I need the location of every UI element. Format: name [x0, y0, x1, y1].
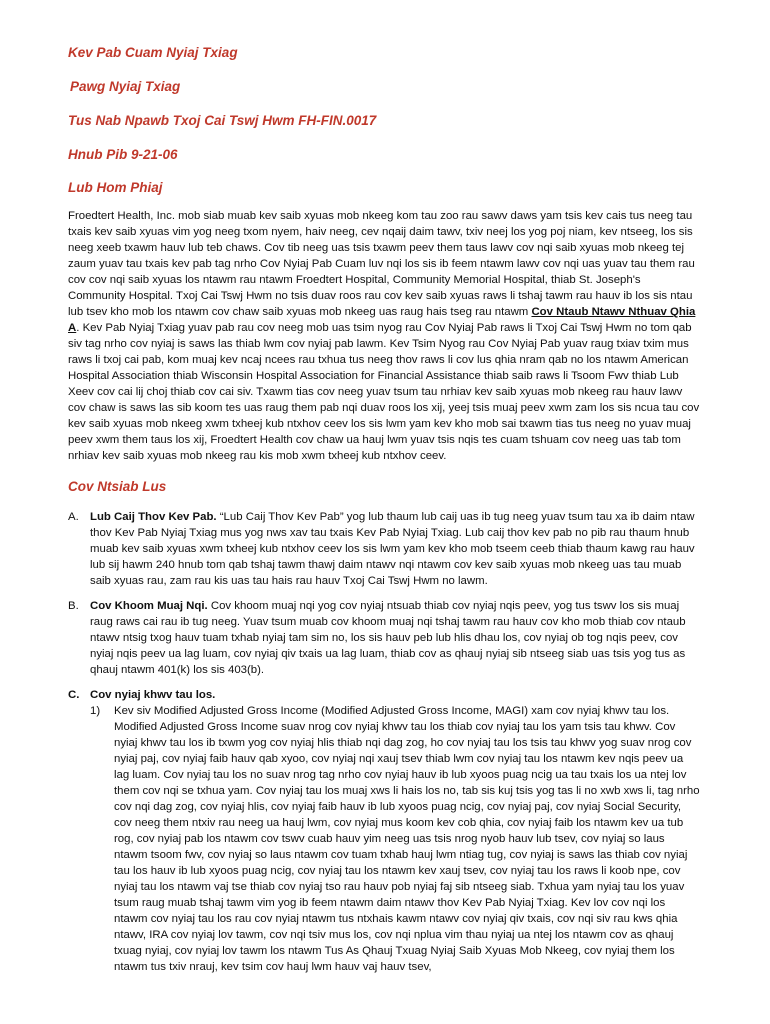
- definition-subitem-1: [90, 703, 700, 975]
- definition-item-c: [68, 687, 700, 703]
- document-title: Kev Pab Cuam Nyiaj Txiag: [68, 45, 238, 60]
- item-term: Lub Caij Thov Kev Pab.: [90, 511, 217, 523]
- purpose-heading: Lub Hom Phiaj: [68, 180, 163, 195]
- subitem-marker: 1): [90, 705, 101, 717]
- purpose-paragraph: [68, 208, 700, 464]
- document-subtitle: Pawg Nyiaj Txiag: [70, 79, 181, 94]
- item-marker: C.: [68, 689, 80, 701]
- policy-number: Tus Nab Npawb Txoj Cai Tswj Hwm FH-FIN.0017: [68, 113, 377, 128]
- item-body: [90, 509, 700, 589]
- item-marker: B.: [68, 600, 79, 612]
- exhibit-a-link[interactable]: Cov Ntaub Ntawv Nthuav Qhia A: [68, 306, 696, 334]
- definitions-heading: Cov Ntsiab Lus: [68, 479, 167, 494]
- purpose-text-end: . Kev Pab Nyiaj Txiag yuav pab rau cov neeg mob uas tsim nyog rau Cov Nyiaj Pab raws li Txoj Cai Tswj Hwm no tom qab siv tag nrho cov nyiaj is saws las thiab lwm cov nyiaj pab lawm. Kev Tsim Nyog rau Cov Nyiaj Pab yuav raug txiav txim mus raws li txoj cai pab, kom muaj kev ncaj ncees rau txhua tus neeg thov raws li cov lus qhia nram qab no los ntawm American Hospital Association thiab Wisconsin Hospital Association for Financial Assistance thiab saib raws li Tsoom Fwv thiab Lub Xeev cov cai lij choj thiab cov cai siv. Txawm tias cov neeg yuav tsum tau nrhiav kev saib xyuas mob nkeeg rau hauv lawv cov chaw is saws las sib koom tes uas raug them pab nqi duav roos los xij, yeej tsis muaj peev xwm zam los sis ncua tau cov kev saib xyuas mob nkeeg xwm txheej kub ntxhov ceev los sis lwm yam kev kho mob sai txawm tias tus neeg no yuav muaj peev xwm them taus los xij, Froedtert Health cov chaw ua hauj lwm yuav tsis nqis tes cuam tshuam cov neeg uas tab tom nrhiav kev saib xyuas mob nkeeg rau kis mob xwm txheej kub ntxhov ceev.: [68, 322, 700, 462]
- document-page: [68, 44, 700, 975]
- item-text: “Lub Caij Thov Kev Pab” yog lub thaum lub caij uas ib tug neeg yuav tsum tau xa ib daim ntaw thov Kev Pab Nyiaj Txiag mus yog nws xav tau txais Kev Pab Nyiaj Txiag. Lub caij thov kev pab no pib rau thaum hnub muab kev saib xyuas xwm txheej kub ntxhov ceev los sis lwm yam kev kho mob tseem ceeb thiab thaum kawg rau hauv lub sij hawm 240 hnub tom qab tshaj tawm thawj daim ntawv nqi ntawm cov kev saib xyuas mob nkeeg uas tau muab saib xyuas rau, zam rau kis uas tau hais rau hauv Txoj Cai Tswj Hwm no lawm.: [90, 511, 695, 587]
- purpose-text-start: Froedtert Health, Inc. mob siab muab kev saib xyuas mob nkeeg kom tau zoo rau sawv daws yam tsis kev cais tus neeg tau txais kev saib xyuas vim yog neeg txom nyem, haiv neeg, cev nqaij daim tawv, txiv neej los yog poj niam, kev ntseeg, los sis neeg xeeb txawm hauv lub teb chaws. Cov tib neeg uas tsis txawm peev them taus lawv cov nqi saib xyuas mob nkeeg tej zaum yuav tau txais kev pab tag nrho Cov Nyiaj Pab Cuam luv nqi los sis ib feem ntawm lawv cov nqi uas yuav tau them rau cov cov nqi saib xyuas los ntawm rau ntawm Froedtert Hospital, Community Memorial Hospital, thiab St. Joseph's Community Hospital. Txoj Cai Tswj Hwm no tsis duav roos rau cov kev saib xyuas raws li tshaj tawm rau hauv ib los sis ntau lub tsev kho mob los ntawm cov chaw saib xyuas mob nkeeg uas raug hais tseg rau ntawm: [68, 210, 695, 318]
- item-body: [90, 598, 700, 678]
- item-marker: A.: [68, 511, 79, 523]
- definition-item-a: [68, 509, 700, 589]
- subitem-text: Kev siv Modified Adjusted Gross Income (Modified Adjusted Gross Income, MAGI) xam cov nyiaj khwv tau los. Modified Adjusted Gross Income suav nrog cov nyiaj khwv tau los thiab cov nyiaj tau los yam tsis tau khwv. Cov nyiaj khwv tau los ib txwm yog cov nyiaj hlis thiab nqi dag zog, ho cov nyiaj tau los tsis tau khwv yog suav nrog cov nyiaj paj, cov nyiaj faib hauv qab xyoo, cov nyiaj nqi xauj tsev thiab lwm cov nyiaj tau los ntawm kev nqis peev ua lag luam. Cov nyiaj tau los no suav nrog tag nrho cov nyiaj hauv ib lub xyoos puag ncig ua tau txais los ua ntej lov them cov nqi se txhua yam. Cov nyiaj tau los muaj xws li hais los no, tab sis kuj tsis yog tas li no xwb xws li, tag nrho cov nqi dag zog, cov nyiaj hlis, cov nyiaj faib hauv ib lub xyoos puag ncig, cov nyiaj paj, cov nyiaj Social Security, cov neeg them ntxiv rau neeg ua hauj lwm, cov nyiaj mus koom kev cob qhia, cov nyiaj faib los ntawm kev ua tub rog, cov nyiaj pab los ntawm cov tswv cuab hauv yim neeg uas tsis nrog nyob hauv lub tsev, cov nyiaj so laus ntawm tsoom fwv, cov nyiaj so laus ntawm cov tuam txhab hauj lwm ntiag tug, cov nyiaj is saws las thiab cov nyiaj tau los hauv ib lub xyoos puag ncig, cov nyiaj tau los ntawm kev xauj tsev, cov nyiaj tau los raws li koob npe, cov nyiaj tau los ntawm vaj tse thiab cov nyiaj tso rau hauv pob nyiaj faj sib ntseeg siab. Txhua yam nyiaj tau los yuav tsum raug muab tshaj tawm vim yog ib feem ntawm daim ntawv thov Kev Pab Nyiaj Txiag. Kev lov cov nqi los ntawm cov nyiaj tau los rau cov nyiaj ntawm tus ntxhais kawm ntawv cov nyiaj qiv txais, cov nqi siv rau kws qhia ntawv, IRA cov nyiaj lov tawm, cov nqi tsiv mus los, cov nqi nplua vim thau nyiaj ua ntej los ntawm cov as qhauj txuag nyiaj, cov nyiaj lov tawm los ntawm Tus As Qhauj Txuag Nyiaj Saib Xyuas Mob Nkeeg, cov nyiaj them los ntawm tus txiv nrauj, kev tsim cov hauj lwm hauv vaj hauv tsev,: [114, 705, 700, 973]
- item-text: Cov khoom muaj nqi yog cov nyiaj ntsuab thiab cov nyiaj nqis peev, yog tus tswv los sis muaj raug raws cai rau ib tug neeg. Yuav tsum muab cov khoom muaj nqi tshaj tawm rau hauv cov kho mob thiab cov ntaub ntawv ntsig txog hauv tuam txhab nyiaj tam sim no, los sis hauv peb lub hlis dhau los, cov nyiaj ob tog nqis peev, cov nyiaj nqis peev ua lag luam, cov nyiaj qiv txais ua lag luam, thiab cov as qhauj nyiaj sib ntseeg siab uas tsis yog tus as qhauj ntawm 401(k) los sis 403(b).: [90, 600, 686, 676]
- effective-date: Hnub Pib 9-21-06: [68, 147, 178, 162]
- item-term: Cov Khoom Muaj Nqi.: [90, 600, 208, 612]
- item-term: Cov nyiaj khwv tau los.: [90, 689, 216, 701]
- definition-item-b: [68, 598, 700, 678]
